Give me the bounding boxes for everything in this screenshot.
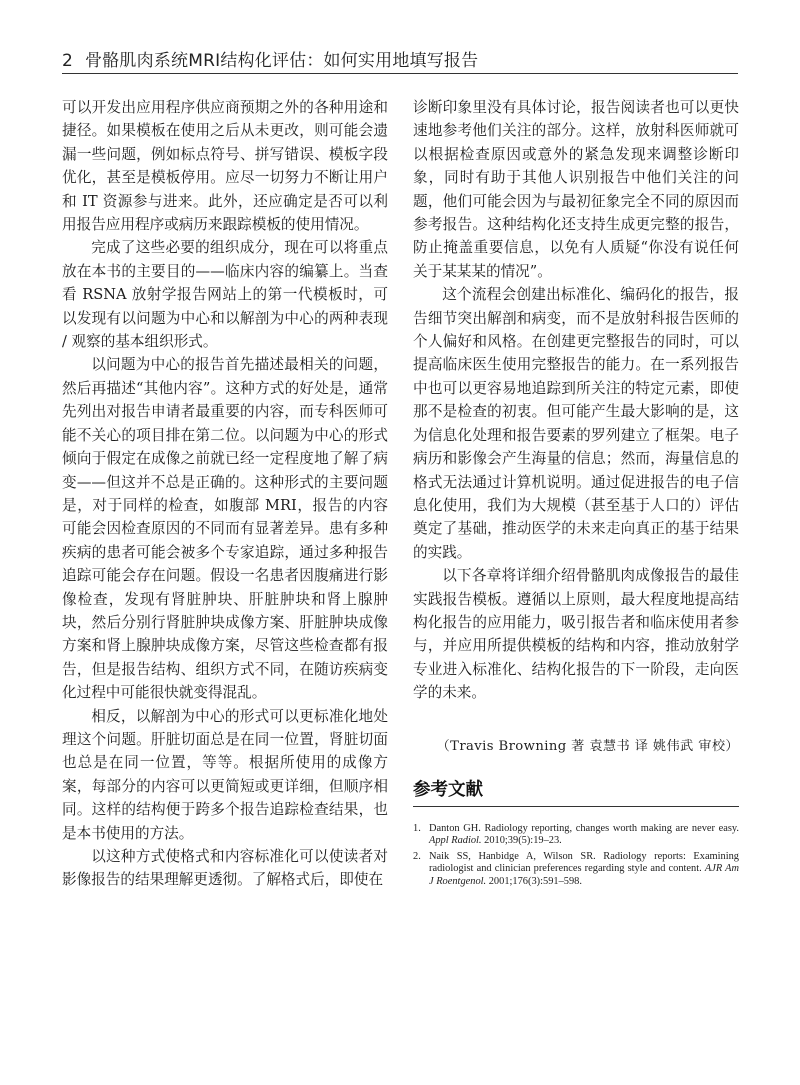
running-header: [62, 46, 478, 71]
paragraph: 可以开发出应用程序供应商预期之外的各种用途和捷径。如果模板在使用之后从未更改，则可能会遗漏一些问题，例如标点符号、拼写错误、模板字段优化，甚至是模板停用。应尽一切努力不断让用户和 IT 资源参与进来。此外，还应确定是否可以利用报告应用程序或病历来跟踪模板的使用情况。: [62, 99, 388, 234]
journal-name: AJR Am J Roentgenol.: [429, 863, 739, 887]
page-number: 2: [62, 51, 74, 71]
reference-item: [413, 851, 739, 889]
paragraph: 以问题为中心的报告首先描述最相关的问题，然后再描述“其他内容”。这种方式的好处是，通常先列出对报告申请者最重要的内容，而专科医师可能不关心的项目排在第二位。以问题为中心的形式倾向于假定在成像之前就已经一定程度地了解了病变——但这并不总是正确的。这种形式的主要问题是，对于同样的检查，如腹部 MRI，报告的内容可能会因检查原因的不同而有显著差异。患有多种疾病的患者可能会被多个专家追踪，通过多种报告追踪可能会存在问题。假设一名患者因腹痛进行影像检查，发现有肾脏肿块、肝脏肿块和肾上腺肿块，然后分别行肾脏肿块成像方案、肝脏肿块成像方案和肾上腺肿块成像方案，尽管这些检查都有报告，但是报告结构、组织方式不同，在随访疾病变化过程中可能很快就变得混乱。: [62, 356, 388, 702]
reference-number: 2.: [413, 850, 421, 862]
paragraph: 这个流程会创建出标准化、编码化的报告，报告细节突出解剖和病变，而不是放射科报告医师的个人偏好和风格。在创建更完整报告的同时，可以提高临床医生使用完整报告的能力。在一系列报告中也可以更容易地追踪到所关注的特定元素，即使那不是检查的初衷。但可能产生最大影响的是，这为信息化处理和报告要素的罗列建立了框架。电子病历和影像会产生海量的信息；然而，海量信息的格式无法通过计算机说明。通过促进报告的电子信息化使用，我们为大规模（甚至基于人口的）评估奠定了基础，推动医学的未来走向真正的基于结果的实践。: [413, 286, 739, 561]
author-credit: （Travis Browning 著 袁慧书 译 姚伟武 审校）: [436, 738, 739, 754]
paragraph: 完成了这些必要的组织成分，现在可以将重点放在本书的主要目的——临床内容的编纂上。当查看 RSNA 放射学报告网站上的第一代模板时，可以发现有以问题为中心和以解剖为中心的两种表现 / 观察的基本组织形式。: [62, 239, 388, 351]
paragraph: 以这种方式使格式和内容标准化可以使读者对影像报告的结果理解更透彻。了解格式后，即使在: [62, 848, 388, 889]
reference-number: 1.: [413, 822, 421, 834]
book-title: 骨骼肌肉系统MRI结构化评估：如何实用地填写报告: [85, 51, 479, 71]
reference-list: [413, 823, 739, 889]
paragraph: 诊断印象里没有具体讨论，报告阅读者也可以更快速地参考他们关注的部分。这样，放射科医师就可以根据检查原因或意外的紧急发现来调整诊断印象，同时有助于其他人识别报告中他们关注的问题，他们可能会因为与最初征象完全不同的原因而参考报告。这种结构化还支持生成更完整的报告，防止掩盖重要信息，以免有人质疑“你没有说任何关于某某某的情况”。: [413, 99, 739, 280]
journal-name: Appl Radiol.: [429, 835, 482, 847]
right-column: [413, 96, 739, 892]
paragraph: 相反，以解剖为中心的形式可以更标准化地处理这个问题。肝脏切面总是在同一位置，肾脏切面也总是在同一位置，等等。根据所使用的成像方案，每部分的内容可以更简短或更详细，但顺序相同。这样的结构便于跨多个报告追踪检查结果，也是本书使用的方法。: [62, 707, 388, 842]
left-column: [62, 96, 388, 892]
reference-item: [413, 823, 739, 848]
reference-text: Naik SS, Hanbidge A, Wilson SR. Radiology reports: Examining radiologist and clinician preferences regarding style and content. AJR Am J Roentgenol. 2001;176(3):591–598.: [429, 850, 739, 887]
paragraph: 以下各章将详细介绍骨骼肌肉成像报告的最佳实践报告模板。遵循以上原则，最大程度地提高结构化报告的应用能力，吸引报告者和临床使用者参与，并应用所提供模板的结构和内容，推动放射学专业进入标准化、结构化报告的下一阶段，走向医学的未来。: [413, 567, 739, 702]
header-rule: [62, 73, 738, 74]
references-heading: 参考文献: [413, 776, 739, 807]
reference-text: Danton GH. Radiology reporting, changes worth making are never easy. Appl Radiol. 2010;39(5):19–23.: [429, 822, 739, 847]
